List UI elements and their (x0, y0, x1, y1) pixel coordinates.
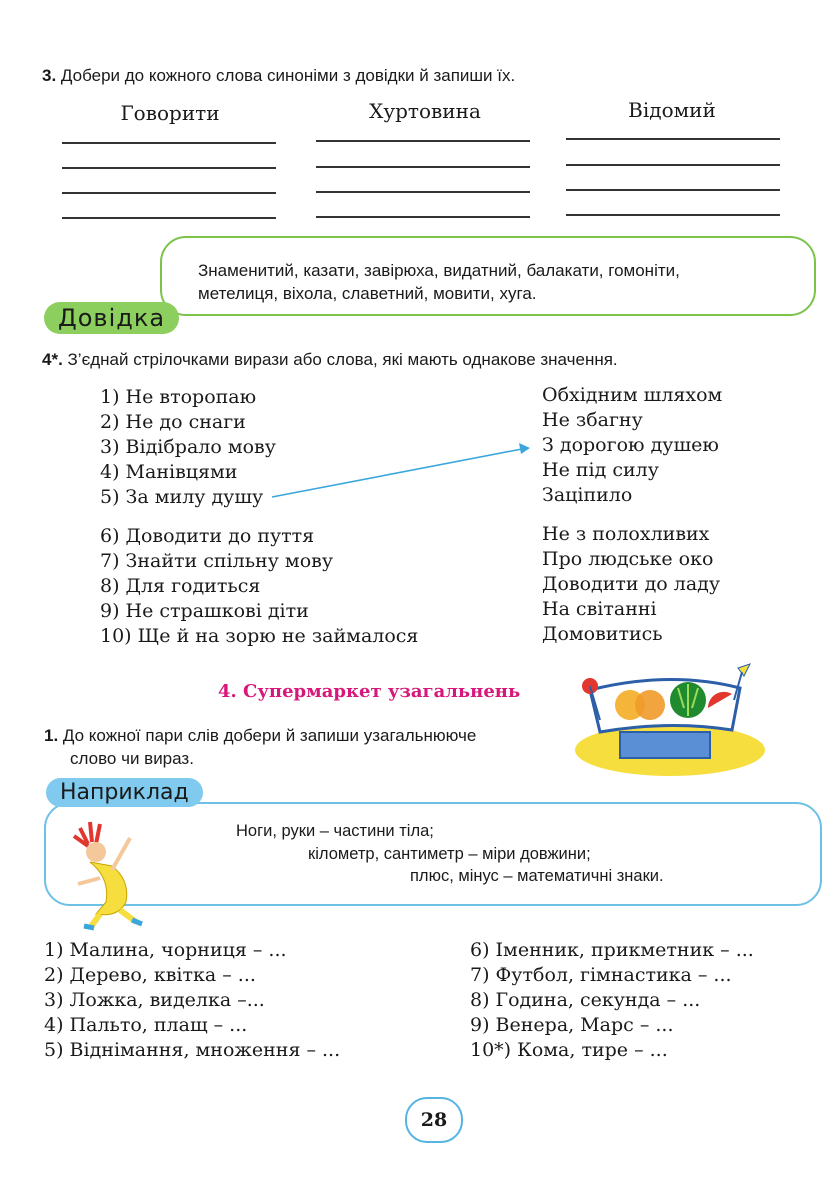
example-line-2: кілометр, сантиметр – міри довжини; (308, 845, 591, 863)
exercise-right-list (470, 938, 754, 1063)
list-item: 3) Ложка, виделка –... (44, 989, 265, 1011)
example-line-3: плюс, мінус – математичні знаки. (410, 867, 664, 885)
page-number: 28 (405, 1097, 463, 1143)
character-illustration-icon (60, 818, 160, 933)
list-item[interactable]: 6) Доводити до пуття (100, 525, 315, 547)
list-item: 8) Година, секунда – ... (470, 989, 701, 1011)
list-item[interactable]: 1) Не второпаю (100, 386, 257, 408)
task1-number: 1. (44, 726, 59, 745)
list-item: 1) Малина, чорниця – ... (44, 939, 287, 961)
task1-line-1: До кожної пари слів добери й запиши узагальнююче (62, 726, 477, 745)
dovidka-line-1: Знаменитий, казати, завірюха, видатний, балакати, гомоніти, (198, 261, 680, 280)
list-item[interactable]: 10) Ще й на зорю не займалося (100, 625, 419, 647)
task4-right-list-2 (542, 522, 720, 647)
task4-text: З’єднай стрілочками вирази або слова, які мають однакове значення. (67, 350, 618, 369)
list-item[interactable]: 3) Відібрало мову (100, 436, 276, 458)
list-item[interactable]: 8) Для годиться (100, 575, 261, 597)
list-item: 6) Іменник, прикметник – ... (470, 939, 754, 961)
list-item[interactable]: Не збагну (542, 409, 643, 431)
list-item[interactable]: Домовитись (542, 623, 663, 645)
exercise-left-list (44, 938, 340, 1063)
task1-line-2: слово чи вираз. (70, 749, 194, 768)
list-item[interactable]: 5) За милу душу (100, 486, 264, 508)
list-item[interactable]: 9) Не страшкові діти (100, 600, 309, 622)
list-item: 10*) Кома, тире – ... (470, 1039, 668, 1061)
supermarket-illustration-icon (560, 660, 770, 780)
task1-heading (44, 724, 476, 770)
list-item[interactable]: З дорогою душею (542, 434, 719, 456)
list-item[interactable]: Не під силу (542, 459, 659, 481)
list-item: 7) Футбол, гімнастика – ... (470, 964, 732, 986)
list-item: 5) Віднімання, множення – ... (44, 1039, 341, 1061)
task4-left-list-2 (100, 524, 418, 649)
list-item[interactable]: 4) Манівцями (100, 461, 238, 483)
list-item: 4) Пальто, плащ – ... (44, 1014, 248, 1036)
column-head-3: Відомий (628, 98, 716, 122)
example-line-1: Ноги, руки – частини тіла; (236, 822, 434, 840)
list-item[interactable]: Обхідним шляхом (542, 384, 723, 406)
list-item[interactable]: Доводити до ладу (542, 573, 721, 595)
list-item[interactable]: На світанні (542, 598, 657, 620)
list-item[interactable]: Не з полохливих (542, 523, 710, 545)
list-item: 2) Дерево, квітка – ... (44, 964, 256, 986)
task3-number: 3. (42, 66, 57, 85)
list-item[interactable]: 2) Не до снаги (100, 411, 246, 433)
task3-text: Добери до кожного слова синоніми з довідки й запиши їх. (60, 66, 516, 85)
list-item[interactable]: Про людське око (542, 548, 714, 570)
task4-number: 4*. (42, 350, 63, 369)
list-item[interactable]: Заціпило (542, 484, 633, 506)
list-item[interactable]: 7) Знайти спільну мову (100, 550, 334, 572)
column-head-1: Говорити (120, 101, 220, 125)
dovidka-label: Довідка (44, 302, 179, 334)
dovidka-line-2: метелиця, віхола, славетний, мовити, хуга. (198, 284, 537, 303)
column-head-2: Хуртовина (369, 99, 481, 123)
example-label: Наприклад (46, 778, 203, 807)
section-title: 4. Супермаркет узагальнень (218, 681, 521, 702)
list-item: 9) Венера, Марс – ... (470, 1014, 674, 1036)
